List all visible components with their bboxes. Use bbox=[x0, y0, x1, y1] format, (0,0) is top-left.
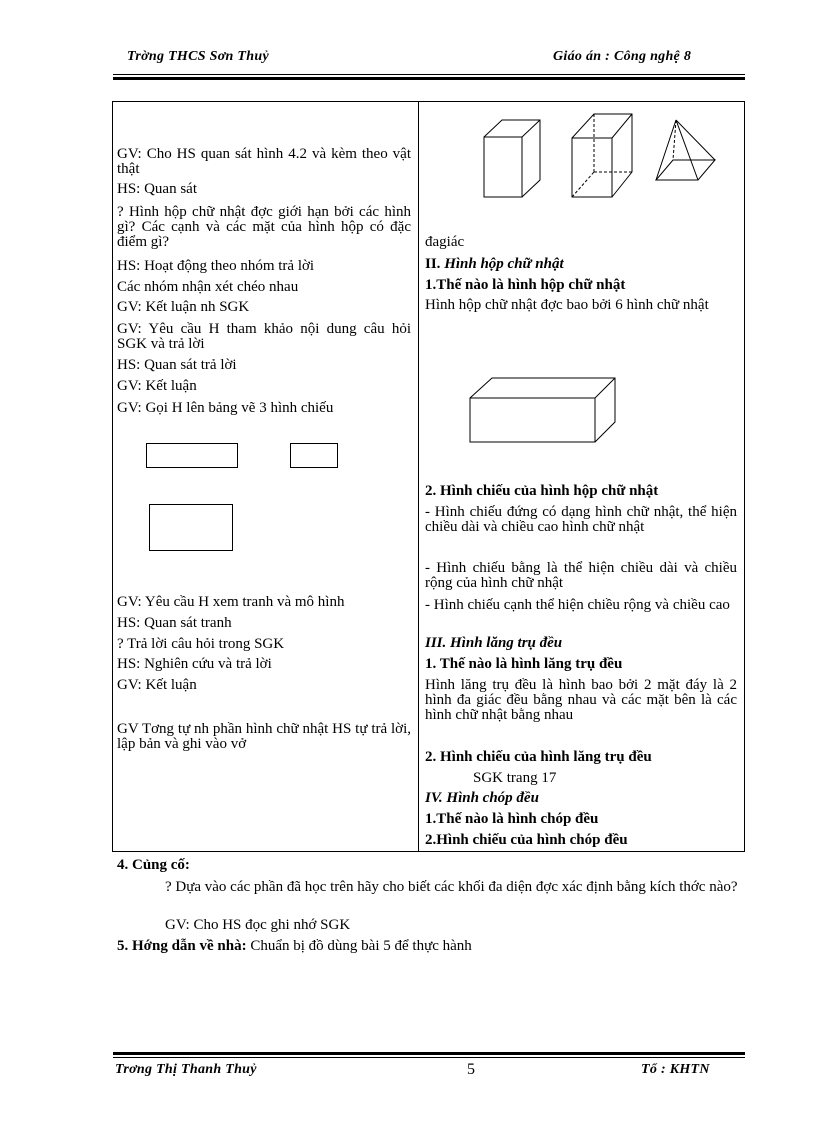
header-school: Trờng THCS Sơn Thuỷ bbox=[127, 49, 269, 64]
left-line-13: ? Trả lời câu hỏi trong SGK bbox=[117, 636, 285, 652]
left-line-9: GV: Kết luận bbox=[117, 378, 197, 394]
footer-group: Tổ : KHTN bbox=[641, 1062, 710, 1077]
side-view-rect bbox=[290, 443, 338, 468]
section-3-2-text: SGK trang 17 bbox=[473, 770, 557, 786]
box-solid bbox=[484, 120, 540, 197]
section-2-2-item-1: - Hình chiếu đứng có dạng hình chữ nhật, thể hiện chiều dài và chiều cao hình chữ nhật bbox=[425, 504, 737, 535]
left-line-1: GV: Cho HS quan sát hình 4.2 và kèm theo vật thật bbox=[117, 146, 411, 177]
section-4-1-title: 1.Thế nào là hình chóp đều bbox=[425, 811, 599, 827]
pyramid-solid bbox=[656, 120, 715, 180]
column-divider bbox=[418, 101, 419, 852]
left-line-15: GV: Kết luận bbox=[117, 677, 197, 693]
footer-author: Trơng Thị Thanh Thuỷ bbox=[115, 1062, 257, 1077]
section-4-title: IV. Hình chóp đều bbox=[425, 790, 539, 806]
section-2-2-title: 2. Hình chiếu của hình hộp chữ nhật bbox=[425, 483, 659, 499]
left-line-3: ? Hình hộp chữ nhật đợc giới hạn bởi các hình gì? Các cạnh và các mặt của hình hộp có đặc điểm gì? bbox=[117, 204, 411, 250]
section-2-number: II. bbox=[425, 256, 441, 272]
section-3-2-title: 2. Hình chiếu của hình lăng trụ đều bbox=[425, 749, 652, 765]
top-view-rect bbox=[149, 504, 233, 551]
section-4-2-title: 2.Hình chiếu của hình chóp đều bbox=[425, 832, 628, 848]
rectangular-box-figure bbox=[468, 376, 618, 446]
section-2-1-title: 1.Thế nào là hình hộp chữ nhật bbox=[425, 277, 626, 293]
left-line-7: GV: Yêu cầu H tham khảo nội dung câu hỏi SGK và trả lời bbox=[117, 321, 411, 352]
section-2-1-text: Hình hộp chữ nhật đợc bao bởi 6 hình chữ nhật bbox=[425, 297, 709, 313]
right-dagiac: đagiác bbox=[425, 234, 465, 250]
header-subject: Giáo án : Công nghệ 8 bbox=[553, 49, 692, 64]
left-line-8: HS: Quan sát trả lời bbox=[117, 357, 237, 373]
header-rule-thick bbox=[113, 77, 745, 80]
consolidate-title: 4. Củng cố: bbox=[117, 857, 190, 873]
solids-figure bbox=[470, 110, 730, 200]
left-line-16: GV Tơng tự nh phần hình chữ nhật HS tự trả lời, lập bản và ghi vào vở bbox=[117, 721, 411, 752]
page-number: 5 bbox=[467, 1061, 475, 1078]
section-2-2-item-3: - Hình chiếu cạnh thể hiện chiều rộng và chiều cao bbox=[425, 597, 730, 613]
left-line-4: HS: Hoạt động theo nhóm trả lời bbox=[117, 258, 315, 274]
prism-solid bbox=[572, 114, 632, 197]
homework-text: Chuẩn bị đồ dùng bài 5 để thực hành bbox=[246, 938, 472, 954]
homework bbox=[117, 939, 472, 954]
section-3-1-title: 1. Thế nào là hình lăng trụ đều bbox=[425, 656, 623, 672]
left-line-10: GV: Gọi H lên bảng vẽ 3 hình chiếu bbox=[117, 400, 334, 416]
left-line-14: HS: Nghiên cứu và trả lời bbox=[117, 656, 272, 672]
consolidate-text: ? Dựa vào các phần đã học trên hãy cho biết các khối đa diện đợc xác định bằng kích thớc nào? bbox=[165, 879, 738, 895]
consolidate-gv: GV: Cho HS đọc ghi nhớ SGK bbox=[165, 917, 351, 933]
section-3-1-text: Hình lăng trụ đều là hình bao bởi 2 mặt đáy là 2 hình đa giác đều bằng nhau và các mặt bên là các hình chữ nhật bằng nhau bbox=[425, 677, 737, 723]
section-2-2-item-2: - Hình chiếu bằng là thể hiện chiều dài và chiều rộng của hình chữ nhật bbox=[425, 560, 737, 591]
left-line-5: Các nhóm nhận xét chéo nhau bbox=[117, 279, 299, 295]
footer-rule-thin bbox=[113, 1057, 745, 1058]
front-view-rect bbox=[146, 443, 238, 468]
left-line-11: GV: Yêu cầu H xem tranh và mô hình bbox=[117, 594, 345, 610]
footer-rule-thick bbox=[113, 1052, 745, 1055]
homework-title: 5. Hớng dẫn về nhà: bbox=[117, 938, 247, 954]
section-2-name: Hình hộp chữ nhật bbox=[444, 256, 564, 272]
section-3-title: III. Hình lăng trụ đều bbox=[425, 635, 563, 651]
left-line-12: HS: Quan sát tranh bbox=[117, 615, 232, 631]
section-2-title bbox=[425, 257, 564, 272]
header-rule-thin bbox=[113, 74, 745, 75]
left-line-2: HS: Quan sát bbox=[117, 181, 197, 197]
left-line-6: GV: Kết luận nh SGK bbox=[117, 299, 250, 315]
